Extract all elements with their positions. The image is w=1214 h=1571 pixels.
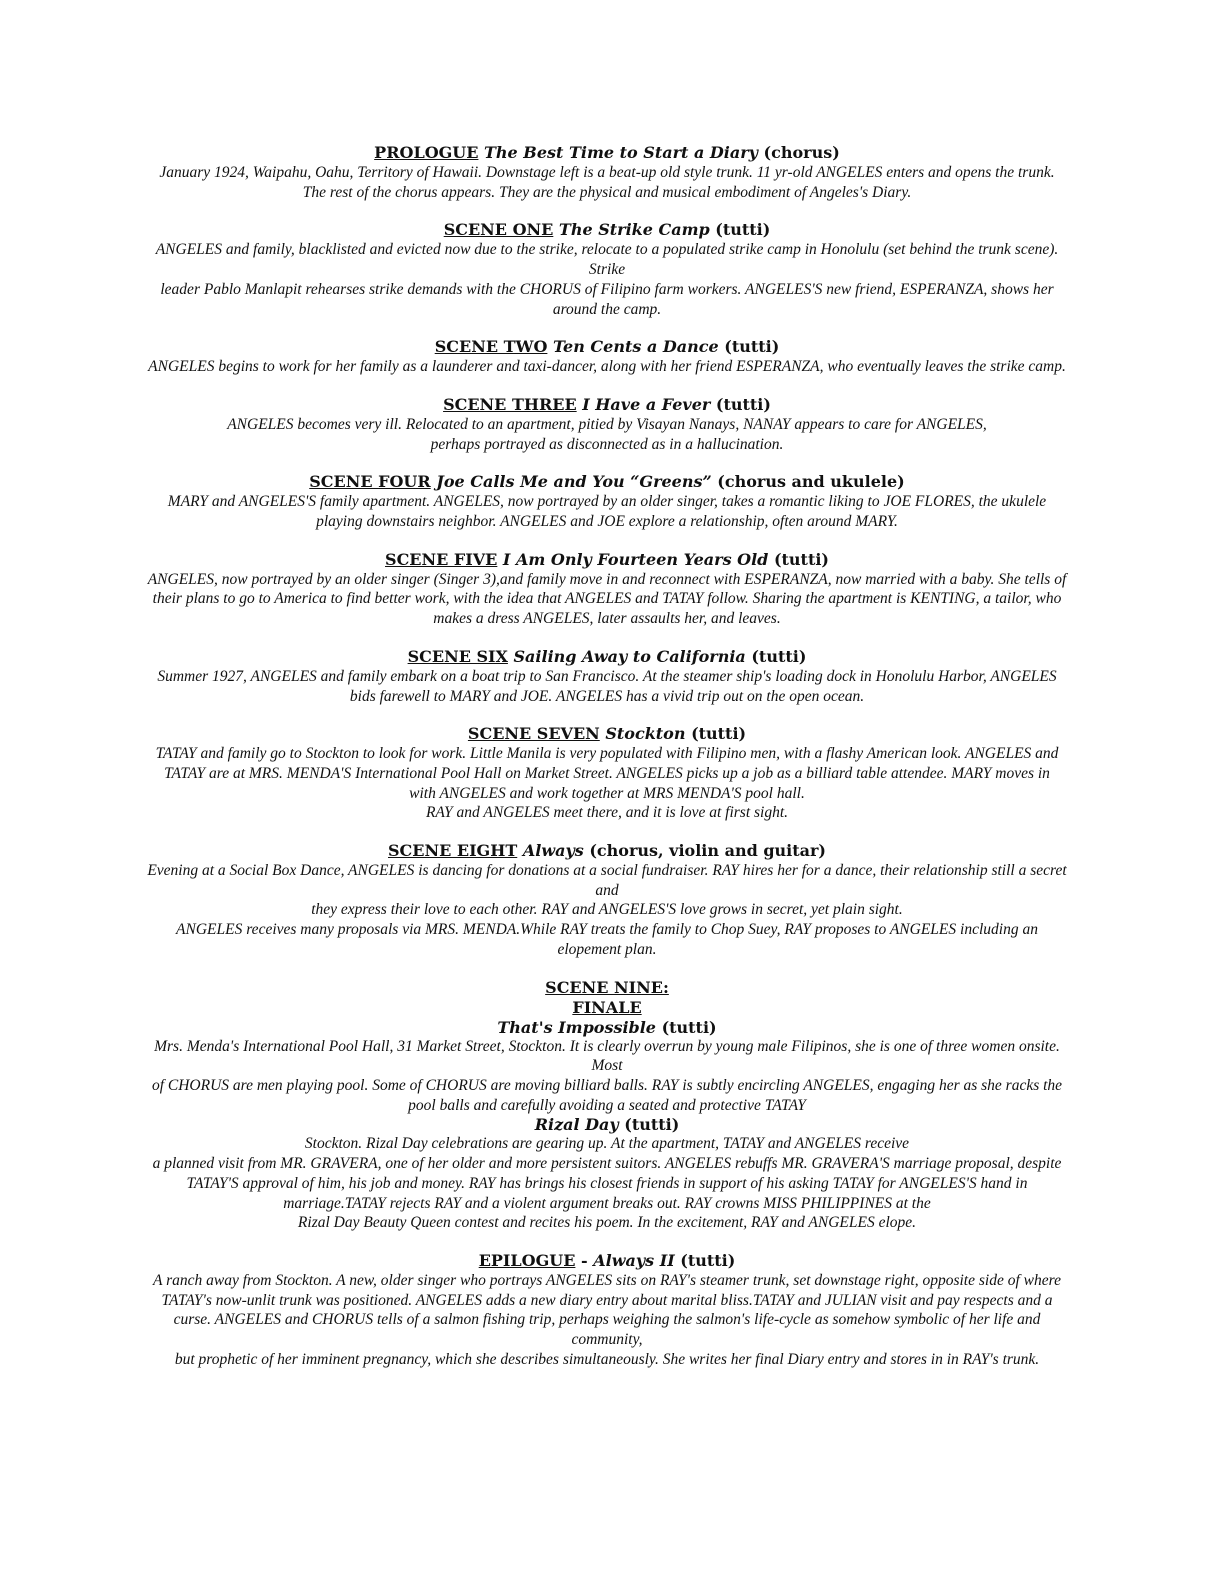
section-label: SCENE ONE — [443, 220, 554, 240]
description-line: around the camp. — [552, 300, 662, 318]
description-line: TATAY'S approval of him, his job and money. RAY has brings his closest friends in support of his asking TATAY for ANGELES'S hand in — [186, 1174, 1028, 1192]
description-line: TATAY are at MRS. MENDA'S International Pool Hall on Market Street. ANGELES picks up a job as a billiard table attendee. MARY moves in — [164, 764, 1050, 782]
song-title: The Best Time to Start a Diary — [484, 143, 758, 162]
section-scene-three — [140, 395, 1074, 454]
description-line: A ranch away from Stockton. A new, older singer who portrays ANGELES sits on RAY's steamer trunk, set downstage right, opposite side of where — [153, 1271, 1061, 1289]
song-title: Stockton — [605, 724, 686, 744]
section-scene-two — [140, 337, 1074, 377]
section-label: SCENE FOUR — [309, 472, 431, 492]
section-description — [140, 240, 1074, 319]
song-title: Joe Calls Me and You “Greens” — [436, 472, 712, 492]
section-scene-six — [140, 647, 1074, 706]
section-description — [140, 163, 1074, 202]
heading-separator: - — [580, 1250, 588, 1270]
song-title: Ten Cents a Dance — [552, 337, 719, 357]
section-scene-four — [140, 472, 1074, 531]
description-line: of CHORUS are men playing pool. Some of CHORUS are moving billiard balls. RAY is subtly encircling ANGELES, engaging her as she racks the — [151, 1076, 1063, 1094]
section-heading — [140, 978, 1074, 1018]
section-label: SCENE EIGHT — [388, 841, 518, 861]
section-description — [140, 570, 1074, 629]
song-title: Rizal Day — [534, 1115, 619, 1135]
section-heading — [140, 841, 1074, 861]
description-line: TATAY and family go to Stockton to look for work. Little Manila is very populated with Filipino men, with a flashy American look. ANGELES and — [155, 745, 1059, 763]
scoring: (tutti) — [691, 724, 747, 744]
description-line: a planned visit from MR. GRAVERA, one of her older and more persistent suitors. ANGELES rebuffs MR. GRAVERA'S marriage proposal, despite — [152, 1155, 1062, 1173]
description-line: TATAY's now-unlit trunk was positioned. ANGELES adds a new diary entry about marital bliss.TATAY and JULIAN visit and pay respects and a — [161, 1291, 1053, 1309]
synopsis-page — [140, 143, 1074, 1387]
section-heading — [140, 647, 1074, 667]
section-scene-nine-finale — [140, 978, 1074, 1233]
section-description — [140, 492, 1074, 531]
scoring: (tutti) — [715, 394, 771, 414]
section-label: SCENE SIX — [407, 646, 508, 666]
section-label: SCENE SEVEN — [467, 724, 600, 744]
song-title: I Am Only Fourteen Years Old — [502, 549, 769, 569]
description-line: The rest of the chorus appears. They are the physical and musical embodiment of Angeles's Diary. — [302, 183, 912, 201]
section-heading — [140, 395, 1074, 415]
song-title: That's Impossible — [497, 1017, 656, 1037]
section-description — [140, 1134, 1074, 1233]
description-line: Stockton. Rizal Day celebrations are gearing up. At the apartment, TATAY and ANGELES receive — [304, 1135, 910, 1153]
description-line: Summer 1927, ANGELES and family embark on a boat trip to San Francisco. At the steamer ship's loading dock in Honolulu Harbor, ANGELES — [157, 667, 1057, 685]
scoring: (tutti) — [724, 337, 780, 357]
description-line: ANGELES, now portrayed by an older singer (Singer 3),and family move in and reconnect with ESPERANZA, now married with a baby. She tells of — [147, 570, 1067, 588]
description-line: Mrs. Menda's International Pool Hall, 31 Market Street, Stockton. It is clearly overrun by young male Filipinos, she is one of three women onsite. Most — [154, 1037, 1060, 1075]
description-line: Evening at a Social Box Dance, ANGELES is dancing for donations at a social fundraiser. RAY hires her for a dance, their relationship still a secret and — [147, 862, 1067, 899]
section-prologue — [140, 143, 1074, 202]
section-heading — [140, 1251, 1074, 1271]
section-description — [140, 357, 1074, 377]
description-line: they express their love to each other. RAY and ANGELES'S love grows in secret, yet plain sight. — [311, 901, 903, 919]
song-title: I Have a Fever — [582, 394, 711, 414]
section-description — [140, 744, 1074, 823]
section-description — [140, 1037, 1074, 1116]
description-line: January 1924, Waipahu, Oahu, Territory of Hawaii. Downstage left is a beat-up old style trunk. 11 yr-old ANGELES enters and opens the trunk. — [159, 164, 1055, 181]
description-line: MARY and ANGELES'S family apartment. ANGELES, now portrayed by an older singer, takes a romantic liking to JOE FLORES, the ukulele — [167, 493, 1047, 511]
scoring: (tutti) — [661, 1017, 717, 1037]
description-line: Rizal Day Beauty Queen contest and recites his poem. In the excitement, RAY and ANGELES elope. — [297, 1214, 917, 1232]
scoring: (tutti) — [624, 1115, 680, 1135]
section-scene-one — [140, 220, 1074, 319]
description-line: elopement plan. — [557, 940, 657, 958]
description-line: ANGELES becomes very ill. Relocated to an apartment, pitied by Visayan Nanays, NANAY appears to care for ANGELES, — [227, 415, 987, 433]
description-line: with ANGELES and work together at MRS MENDA'S pool hall. — [409, 784, 805, 802]
scoring: (chorus and ukulele) — [717, 472, 905, 492]
scoring: (tutti) — [773, 549, 829, 569]
section-scene-five — [140, 550, 1074, 629]
description-line: ANGELES begins to work for her family as a launderer and taxi-dancer, along with her friend ESPERANZA, who eventually leaves the strike camp. — [148, 358, 1066, 376]
description-line: makes a dress ANGELES, later assaults her, and leaves. — [433, 610, 781, 628]
section-scene-eight — [140, 841, 1074, 960]
section-heading — [140, 337, 1074, 357]
description-line: curse. ANGELES and CHORUS tells of a salmon fishing trip, perhaps weighing the salmon's life-cycle as somehow symbolic of her life and community, — [173, 1311, 1041, 1349]
section-label: SCENE FIVE — [385, 549, 498, 569]
description-line: pool balls and carefully avoiding a seated and protective TATAY — [408, 1096, 806, 1114]
song-title: Always — [522, 841, 584, 861]
section-label: SCENE NINE: — [545, 977, 669, 997]
scoring: (tutti) — [715, 220, 771, 240]
scoring: (tutti) — [680, 1250, 736, 1270]
section-description — [140, 861, 1074, 960]
description-line: but prophetic of her imminent pregnancy, which she describes simultaneously. She writes her final Diary entry and stores in in RAY's trunk. — [174, 1350, 1040, 1368]
section-scene-seven — [140, 724, 1074, 823]
section-heading — [140, 550, 1074, 570]
section-label: PROLOGUE — [374, 143, 479, 162]
song-title: Sailing Away to California — [513, 646, 746, 666]
song-heading — [140, 1115, 1074, 1134]
description-line: bids farewell to MARY and JOE. ANGELES has a vivid trip out on the open ocean. — [349, 687, 865, 705]
section-heading — [140, 472, 1074, 492]
description-line: playing downstairs neighbor. ANGELES and JOE explore a relationship, often around MARY. — [316, 513, 898, 531]
section-heading — [140, 220, 1074, 240]
section-heading — [140, 724, 1074, 744]
section-heading — [140, 143, 1074, 163]
section-description — [140, 667, 1074, 706]
song-heading — [140, 1018, 1074, 1037]
description-line: ANGELES receives many proposals via MRS. MENDA.While RAY treats the family to Chop Suey, RAY proposes to ANGELES including an — [176, 921, 1038, 939]
section-label: SCENE TWO — [434, 337, 548, 357]
section-description — [140, 1271, 1074, 1370]
description-line: RAY and ANGELES meet there, and it is love at first sight. — [425, 804, 789, 822]
section-description — [140, 415, 1074, 454]
description-line: perhaps portrayed as disconnected as in a hallucination. — [430, 435, 784, 453]
section-label: EPILOGUE — [478, 1250, 576, 1270]
scoring: (chorus, violin and guitar) — [589, 841, 826, 861]
finale-label: FINALE — [572, 997, 642, 1017]
description-line: their plans to go to America to find better work, with the idea that ANGELES and TATAY follow. Sharing the apartment is KENTING, a tailor, who — [152, 590, 1062, 608]
section-epilogue — [140, 1251, 1074, 1370]
song-title: Always II — [593, 1250, 675, 1270]
description-line: ANGELES and family, blacklisted and evicted now due to the strike, relocate to a populated strike camp in Honolulu (set behind the trunk scene). Strike — [155, 241, 1059, 279]
section-label: SCENE THREE — [443, 394, 577, 414]
scoring: (chorus) — [763, 143, 840, 162]
scoring: (tutti) — [751, 646, 807, 666]
song-title: The Strike Camp — [558, 220, 710, 240]
description-line: leader Pablo Manlapit rehearses strike demands with the CHORUS of Filipino farm workers. ANGELES'S new friend, ESPERANZA, shows her — [160, 280, 1054, 298]
description-line: marriage.TATAY rejects RAY and a violent argument breaks out. RAY crowns MISS PHILIPPINES at the — [283, 1194, 931, 1212]
